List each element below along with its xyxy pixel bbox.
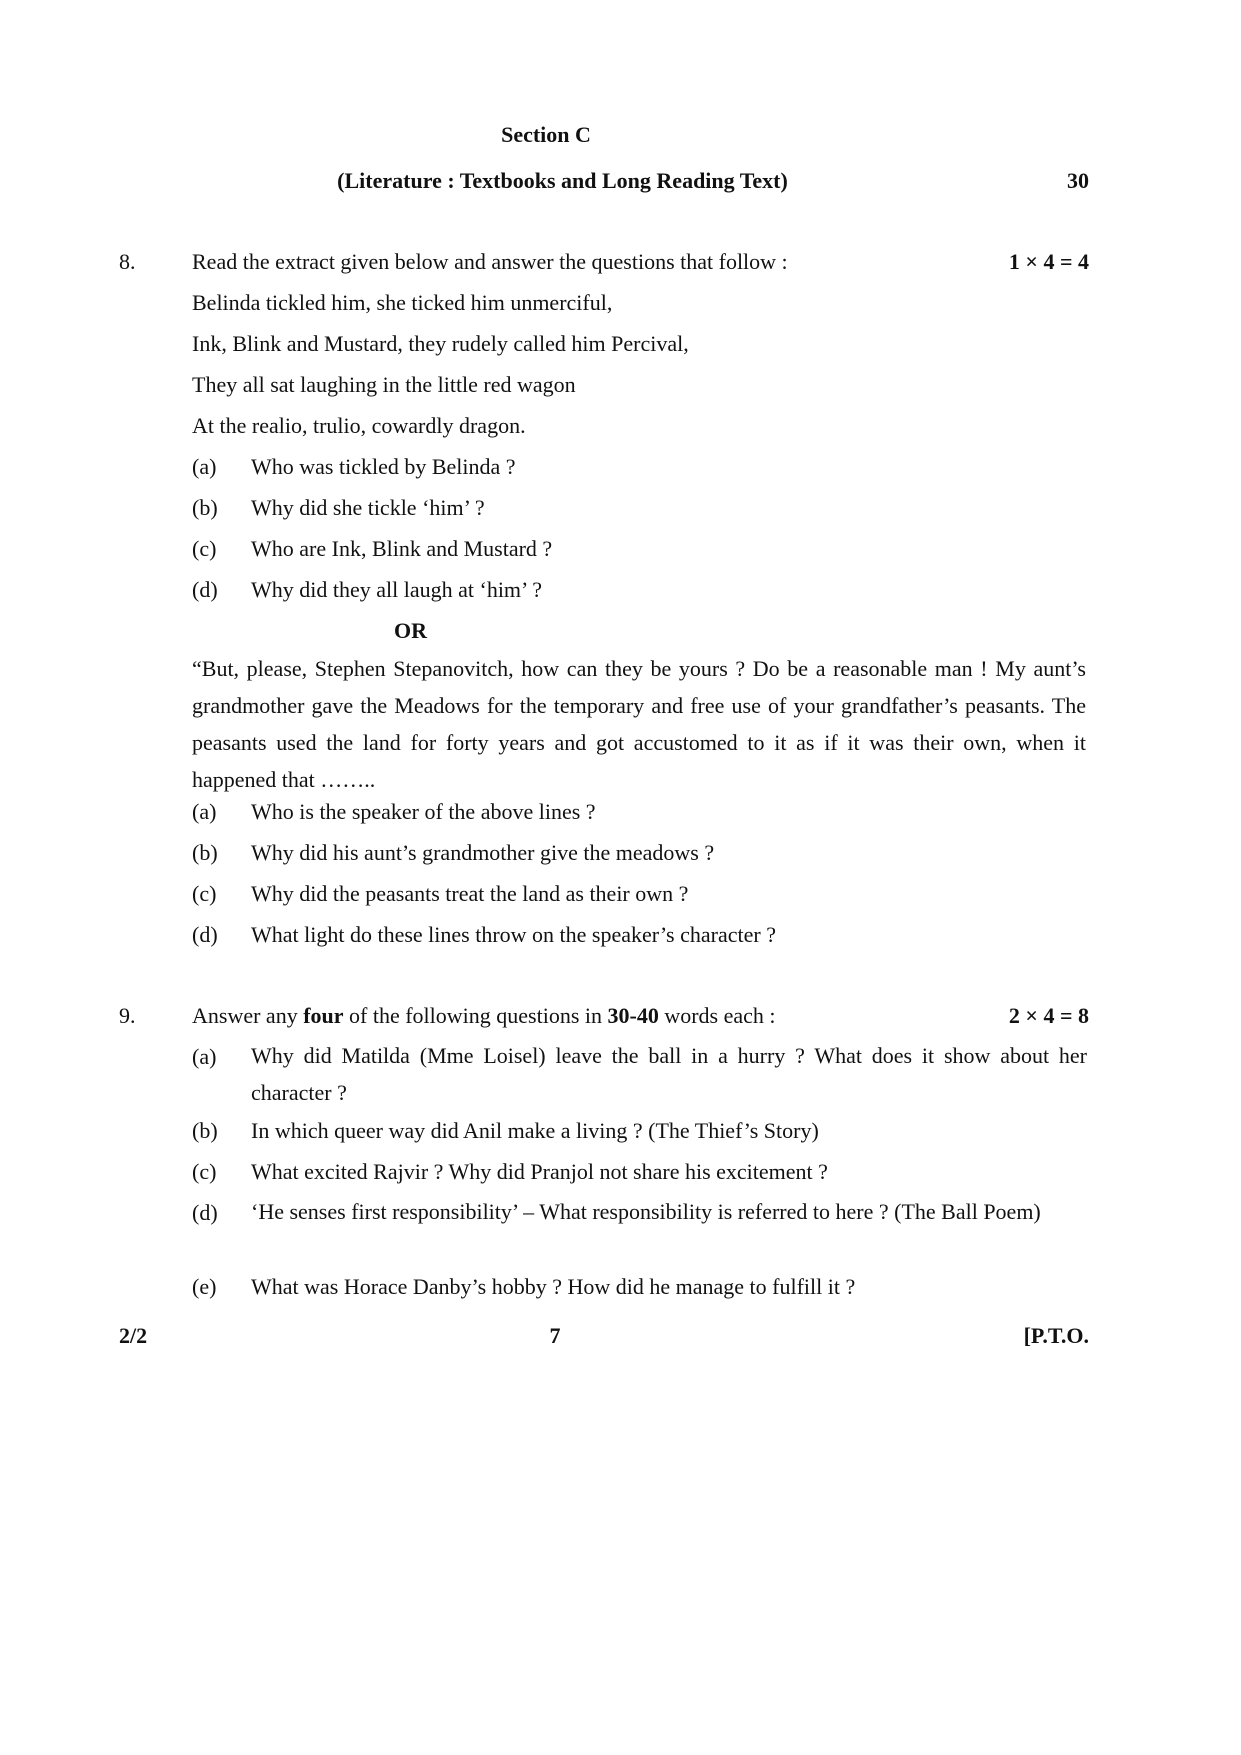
sub-question-text: ‘He senses first responsibility’ – What responsibility is referred to here ? (The Ball Poem) xyxy=(251,1199,1041,1224)
q9-instruction-count: four xyxy=(303,1003,344,1028)
q9-marks: 2 × 4 = 8 xyxy=(1008,1003,1089,1028)
sub-question-label: (a) xyxy=(192,454,217,479)
sub-question-text: Why did the peasants treat the land as their own ? xyxy=(251,881,689,906)
sub-question-text: Who are Ink, Blink and Mustard ? xyxy=(251,536,553,561)
poem-line: At the realio, trulio, cowardly dragon. xyxy=(192,413,526,438)
q8-number: 8. xyxy=(119,249,136,274)
q9-instruction-mid: of the following questions in xyxy=(343,1003,608,1028)
page-number: 7 xyxy=(549,1323,561,1348)
section-subtitle: (Literature : Textbooks and Long Reading Text) xyxy=(337,168,788,193)
q9-instruction xyxy=(192,1005,776,1027)
poem-line: Belinda tickled him, she ticked him unmerciful, xyxy=(192,290,613,315)
sub-question-text: Why did his aunt’s grandmother give the meadows ? xyxy=(251,840,715,865)
q8-marks: 1 × 4 = 4 xyxy=(1008,249,1089,274)
sub-question-text: What was Horace Danby’s hobby ? How did he manage to fulfill it ? xyxy=(251,1274,856,1299)
section-marks: 30 xyxy=(1067,168,1089,193)
sub-question-label: (c) xyxy=(192,1159,217,1184)
sub-question-label: (b) xyxy=(192,840,218,865)
q8-passage: “But, please, Stephen Stepanovitch, how can they be yours ? Do be a reasonable man ! My aunt’s grandmother gave the Meadows for the temporary and free use of your grandfather’s peasants. The peasants used the land for forty years and got accustomed to it as if it was their own, when it happened that …….. xyxy=(192,656,1086,792)
sub-question-label: (b) xyxy=(192,495,218,520)
sub-question-text: In which queer way did Anil make a living ? (The Thief’s Story) xyxy=(251,1118,819,1143)
sub-question-text: What light do these lines throw on the speaker’s character ? xyxy=(251,922,776,947)
sub-question-label: (e) xyxy=(192,1274,217,1299)
q9-instruction-pre: Answer any xyxy=(192,1003,304,1028)
poem-line: They all sat laughing in the little red wagon xyxy=(192,372,576,397)
sub-question-label: (c) xyxy=(192,881,217,906)
q9-instruction-post: words each : xyxy=(658,1003,776,1028)
sub-question-label: (d) xyxy=(192,577,218,602)
sub-question-label: (d) xyxy=(192,922,218,947)
sub-question-text: Who is the speaker of the above lines ? xyxy=(251,799,596,824)
pto-marker: [P.T.O. xyxy=(1023,1323,1089,1348)
q9-number: 9. xyxy=(119,1003,136,1028)
sub-question-label: (c) xyxy=(192,536,217,561)
q9-instruction-words: 30-40 xyxy=(607,1003,659,1028)
sub-question-text: Who was tickled by Belinda ? xyxy=(251,454,516,479)
or-divider: OR xyxy=(394,618,427,643)
sub-question-label: (b) xyxy=(192,1118,218,1143)
q8-instruction: Read the extract given below and answer the questions that follow : xyxy=(192,249,788,274)
sub-question-text: What excited Rajvir ? Why did Pranjol not share his excitement ? xyxy=(251,1159,828,1184)
poem-line: Ink, Blink and Mustard, they rudely called him Percival, xyxy=(192,331,689,356)
sub-question-label: (a) xyxy=(192,799,217,824)
sub-question-text: Why did they all laugh at ‘him’ ? xyxy=(251,577,543,602)
footer-code: 2/2 xyxy=(119,1323,148,1348)
sub-question-label: (d) xyxy=(192,1200,218,1225)
sub-question-text: Why did she tickle ‘him’ ? xyxy=(251,495,485,520)
sub-question-label: (a) xyxy=(192,1044,217,1069)
section-title: Section C xyxy=(501,122,591,147)
sub-question-text: Why did Matilda (Mme Loisel) leave the ball in a hurry ? What does it show about her character ? xyxy=(251,1043,1087,1105)
